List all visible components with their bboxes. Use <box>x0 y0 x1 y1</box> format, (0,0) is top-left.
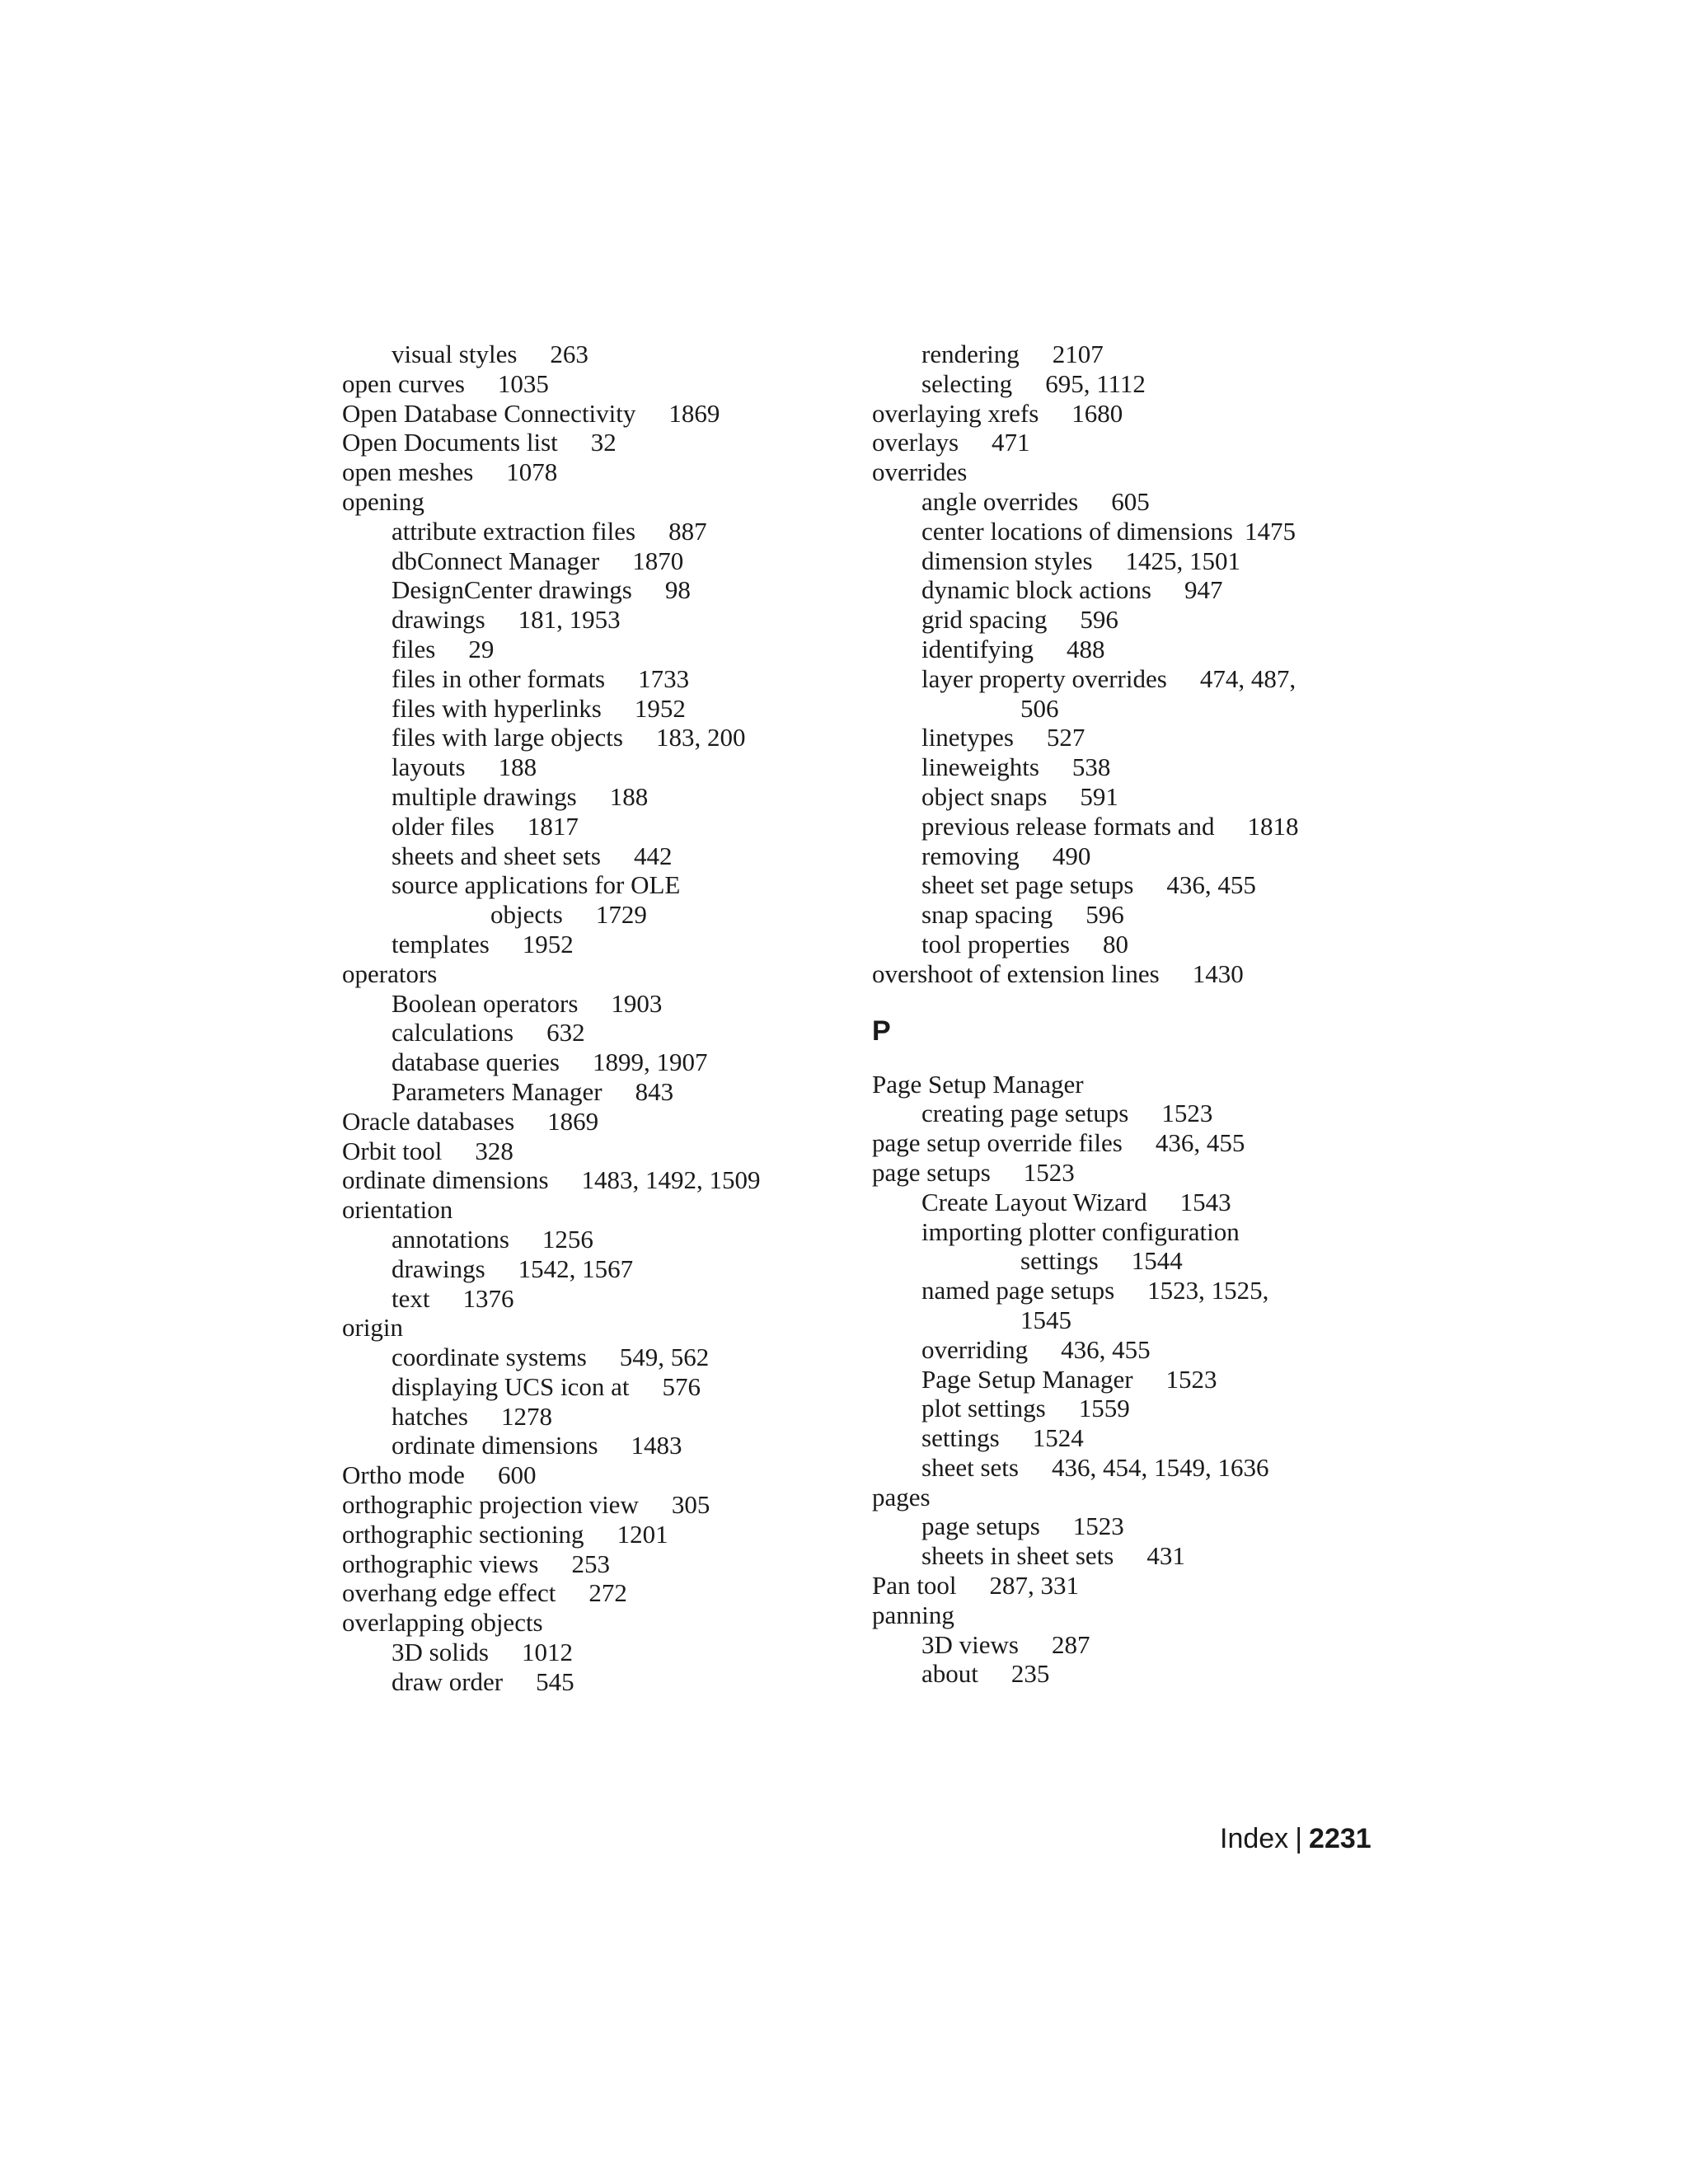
entry-page-numbers: 436, 455 <box>1166 870 1256 900</box>
entry-term: source applications for OLE <box>392 870 681 900</box>
index-entry <box>342 399 837 429</box>
entry-page-numbers: 1376 <box>462 1283 514 1313</box>
index-subentry <box>342 1431 837 1460</box>
entry-term: Page Setup Manager <box>921 1364 1133 1394</box>
entry-page-numbers: 1733 <box>638 663 690 693</box>
entry-page-numbers: 287, 331 <box>989 1571 1079 1601</box>
index-subentry <box>342 812 837 841</box>
entry-term: coordinate systems <box>392 1343 587 1372</box>
entry-page-numbers: 1523 <box>1072 1511 1124 1541</box>
entry-term: Open Database Connectivity <box>342 398 636 428</box>
entry-page-numbers: 695, 1112 <box>1045 368 1146 398</box>
entry-term: rendering <box>921 340 1020 368</box>
index-subentry <box>872 605 1383 635</box>
entry-term: Ortho mode <box>342 1460 465 1490</box>
entry-page-numbers: 1903 <box>611 988 663 1018</box>
entry-page-numbers: 1012 <box>522 1638 573 1667</box>
index-subentry <box>342 1077 837 1107</box>
entry-page-numbers: 549, 562 <box>619 1343 710 1372</box>
entry-term: selecting <box>921 368 1013 398</box>
entry-page-numbers: 632 <box>546 1018 585 1047</box>
entry-page-numbers: 474, 487, <box>1199 663 1296 693</box>
entry-page-numbers: 1559 <box>1078 1394 1130 1423</box>
entry-term: open curves <box>342 368 465 398</box>
index-group-p <box>872 1070 1383 1690</box>
entry-page-numbers: 263 <box>550 340 588 368</box>
index-subentry <box>872 870 1383 900</box>
index-subentry <box>342 1284 837 1314</box>
entry-page-numbers: 1545 <box>1020 1305 1071 1334</box>
index-subentry <box>342 605 837 635</box>
index-subentry <box>872 517 1383 546</box>
index-subentry <box>342 1372 837 1402</box>
entry-page-numbers: 596 <box>1080 605 1118 635</box>
index-subentry <box>342 635 837 664</box>
entry-term: panning <box>872 1600 954 1629</box>
index-subentry <box>342 723 837 752</box>
entry-page-numbers: 576 <box>662 1371 701 1401</box>
index-subentry <box>342 1047 837 1077</box>
index-column-left <box>342 340 837 1697</box>
entry-term: dbConnect Manager <box>392 546 600 575</box>
index-subentry <box>872 1217 1383 1247</box>
entry-page-numbers: 29 <box>468 634 495 663</box>
entry-term: snap spacing <box>921 900 1053 930</box>
index-entry <box>342 487 837 517</box>
index-subentry <box>342 340 837 369</box>
entry-term: text <box>392 1283 430 1313</box>
footer-label: Index <box>1220 1823 1289 1854</box>
entry-page-numbers: 436, 455 <box>1155 1128 1245 1158</box>
index-entry <box>872 1158 1383 1188</box>
entry-term: files <box>392 634 436 663</box>
entry-term: page setup override files <box>872 1128 1123 1158</box>
entry-term: layer property overrides <box>921 663 1167 693</box>
entry-term: layouts <box>392 752 466 782</box>
index-entry-continuation <box>872 1305 1383 1335</box>
entry-page-numbers: 1523 <box>1165 1364 1217 1394</box>
entry-term: annotations <box>392 1224 509 1254</box>
index-entry <box>872 959 1383 989</box>
index-entry <box>872 1571 1383 1601</box>
entry-page-numbers: 1543 <box>1179 1187 1231 1216</box>
entry-page-numbers: 843 <box>635 1076 674 1106</box>
entry-page-numbers: 80 <box>1102 929 1128 958</box>
page-number: 2231 <box>1309 1823 1372 1854</box>
entry-term: orthographic projection view <box>342 1490 639 1520</box>
entry-page-numbers: 1680 <box>1071 398 1123 428</box>
entry-term: plot settings <box>921 1394 1046 1423</box>
entry-page-numbers: 1278 <box>500 1401 552 1431</box>
index-entry <box>872 399 1383 429</box>
entry-page-numbers: 287 <box>1051 1629 1090 1659</box>
index-entry <box>342 369 837 399</box>
entry-term: Create Layout Wizard <box>921 1187 1147 1216</box>
entry-term: pages <box>872 1482 931 1511</box>
entry-term: attribute extraction files <box>392 516 636 546</box>
index-subentry <box>342 782 837 812</box>
entry-page-numbers: 488 <box>1067 634 1105 663</box>
entry-term: lineweights <box>921 752 1039 782</box>
entry-page-numbers: 490 <box>1052 841 1091 870</box>
entry-term: page setups <box>921 1511 1040 1541</box>
index-subentry <box>342 1343 837 1372</box>
entry-term: center locations of dimensions <box>921 516 1233 546</box>
index-entry <box>342 1313 837 1343</box>
entry-term: removing <box>921 841 1020 870</box>
index-subentry <box>872 1099 1383 1128</box>
entry-page-numbers: 436, 454, 1549, 1636 <box>1051 1452 1269 1482</box>
index-entry <box>872 428 1383 457</box>
entry-page-numbers: 471 <box>992 428 1030 457</box>
entry-term: overlaying xrefs <box>872 398 1039 428</box>
entry-term: open meshes <box>342 457 474 487</box>
index-subentry <box>872 782 1383 812</box>
entry-page-numbers: 545 <box>536 1666 574 1696</box>
index-entry <box>872 1601 1383 1630</box>
entry-page-numbers: 1524 <box>1032 1423 1084 1453</box>
index-subentry <box>872 664 1383 694</box>
entry-term: linetypes <box>921 723 1014 752</box>
entry-page-numbers: 1544 <box>1131 1246 1183 1276</box>
entry-page-numbers: 1475 <box>1244 516 1296 546</box>
section-heading-p: P <box>872 1015 891 1047</box>
entry-term: overlapping objects <box>342 1608 543 1638</box>
entry-page-numbers: 1818 <box>1247 811 1299 841</box>
index-subentry <box>872 812 1383 841</box>
entry-term: about <box>921 1659 978 1689</box>
entry-term: objects <box>490 900 563 930</box>
index-entry <box>342 1107 837 1137</box>
index-entry <box>342 1520 837 1549</box>
entry-page-numbers: 1869 <box>668 398 720 428</box>
entry-page-numbers: 1870 <box>632 546 684 575</box>
page-footer <box>1220 1823 1372 1855</box>
entry-term: 3D views <box>921 1629 1019 1659</box>
entry-page-numbers: 1817 <box>527 811 579 841</box>
entry-page-numbers: 1729 <box>595 900 647 930</box>
entry-term: files in other formats <box>392 663 606 693</box>
index-subentry <box>342 575 837 605</box>
index-subentry <box>872 575 1383 605</box>
entry-term: Orbit tool <box>342 1136 443 1165</box>
entry-term: creating page setups <box>921 1099 1129 1128</box>
entry-term: files with hyperlinks <box>392 693 602 723</box>
index-subentry <box>342 1402 837 1432</box>
index-subentry <box>872 635 1383 664</box>
entry-page-numbers: 183, 200 <box>655 723 746 752</box>
index-subentry <box>342 1018 837 1047</box>
entry-term: displaying UCS icon at <box>392 1371 630 1401</box>
index-entry <box>342 1490 837 1520</box>
entry-page-numbers: 1430 <box>1192 958 1244 988</box>
index-entry <box>342 1549 837 1579</box>
index-subentry <box>342 841 837 871</box>
entry-term: multiple drawings <box>392 781 577 811</box>
entry-term: overhang edge effect <box>342 1578 556 1608</box>
entry-term: orientation <box>342 1195 453 1225</box>
index-entry <box>342 457 837 487</box>
entry-term: sheet set page setups <box>921 870 1134 900</box>
entry-term: overrides <box>872 457 968 487</box>
index-subentry <box>342 546 837 576</box>
index-subentry <box>872 1630 1383 1660</box>
index-subentry <box>342 664 837 694</box>
index-subentry <box>342 517 837 546</box>
entry-page-numbers: 32 <box>590 428 617 457</box>
entry-term: dimension styles <box>921 546 1093 575</box>
entry-term: sheet sets <box>921 1452 1019 1482</box>
index-subentry <box>342 1638 837 1667</box>
entry-page-numbers: 1523 <box>1023 1157 1075 1187</box>
index-subentry <box>342 1225 837 1254</box>
index-subentry <box>872 1188 1383 1217</box>
entry-term: older files <box>392 811 495 841</box>
index-subentry <box>872 340 1383 369</box>
index-subentry <box>342 694 837 724</box>
entry-page-numbers: 1952 <box>634 693 686 723</box>
entry-term: Oracle databases <box>342 1106 515 1136</box>
entry-page-numbers: 431 <box>1146 1541 1185 1571</box>
entry-term: DesignCenter drawings <box>392 575 632 605</box>
index-subentry <box>872 1365 1383 1394</box>
index-subentry <box>872 1276 1383 1305</box>
entry-page-numbers: 1483, 1492, 1509 <box>581 1165 761 1195</box>
index-group-o-continued <box>872 340 1383 989</box>
entry-term: sheets in sheet sets <box>921 1541 1114 1571</box>
entry-page-numbers: 328 <box>475 1136 513 1165</box>
entry-term: settings <box>1020 1246 1099 1276</box>
entry-page-numbers: 1425, 1501 <box>1125 546 1241 575</box>
index-subentry <box>872 752 1383 782</box>
index-subentry <box>342 752 837 782</box>
index-entry-continuation <box>872 694 1383 724</box>
entry-term: drawings <box>392 1254 485 1283</box>
entry-term: database queries <box>392 1047 560 1077</box>
index-subentry <box>872 1423 1383 1453</box>
entry-page-numbers: 1483 <box>631 1431 682 1460</box>
entry-page-numbers: 506 <box>1020 693 1059 723</box>
entry-term: named page setups <box>921 1276 1115 1305</box>
entry-term: calculations <box>392 1018 514 1047</box>
index-subentry <box>342 1667 837 1697</box>
index-subentry <box>872 900 1383 930</box>
entry-term: 3D solids <box>392 1638 489 1667</box>
entry-page-numbers: 442 <box>633 841 673 870</box>
index-subentry <box>872 841 1383 871</box>
footer-separator: | <box>1295 1823 1303 1854</box>
entry-term: sheets and sheet sets <box>392 841 601 870</box>
index-entry <box>872 457 1383 487</box>
entry-term: templates <box>392 929 490 958</box>
entry-term: Pan tool <box>872 1571 957 1601</box>
entry-page-numbers: 181, 1953 <box>518 605 621 635</box>
entry-term: tool properties <box>921 929 1070 958</box>
index-subentry <box>872 723 1383 752</box>
entry-term: origin <box>342 1313 404 1343</box>
entry-page-numbers: 605 <box>1111 486 1150 516</box>
entry-term: object snaps <box>921 781 1048 811</box>
entry-term: overlays <box>872 428 959 457</box>
entry-term: angle overrides <box>921 486 1079 516</box>
index-entry-continuation <box>872 1246 1383 1276</box>
index-subentry <box>872 1511 1383 1541</box>
entry-page-numbers: 272 <box>588 1578 627 1608</box>
entry-term: importing plotter configuration <box>921 1216 1240 1246</box>
index-entry <box>342 1460 837 1490</box>
index-subentry <box>872 1335 1383 1365</box>
entry-page-numbers: 1523, 1525, <box>1147 1276 1269 1305</box>
entry-term: opening <box>342 486 424 516</box>
entry-page-numbers: 1899, 1907 <box>592 1047 708 1077</box>
entry-page-numbers: 947 <box>1184 575 1223 605</box>
entry-term: overshoot of extension lines <box>872 958 1160 988</box>
index-entry-continuation <box>342 900 837 930</box>
index-entry <box>342 1137 837 1166</box>
entry-term: previous release formats and <box>921 811 1215 841</box>
entry-page-numbers: 1542, 1567 <box>518 1254 634 1283</box>
entry-page-numbers: 98 <box>664 575 691 605</box>
entry-term: dynamic block actions <box>921 575 1151 605</box>
entry-term: orthographic views <box>342 1549 539 1578</box>
entry-page-numbers: 887 <box>668 516 707 546</box>
entry-term: drawings <box>392 605 485 635</box>
entry-term: ordinate dimensions <box>342 1165 549 1195</box>
entry-page-numbers: 305 <box>671 1490 710 1520</box>
index-entry <box>342 1578 837 1608</box>
index-subentry <box>872 369 1383 399</box>
entry-term: ordinate dimensions <box>392 1431 598 1460</box>
index-subentry <box>872 1541 1383 1571</box>
entry-term: operators <box>342 958 438 988</box>
entry-term: visual styles <box>392 340 518 368</box>
index-entry <box>342 1165 837 1195</box>
entry-term: overriding <box>921 1334 1029 1364</box>
entry-page-numbers: 1035 <box>497 368 549 398</box>
entry-page-numbers: 1952 <box>522 929 574 958</box>
index-entry <box>342 1608 837 1638</box>
entry-term: grid spacing <box>921 605 1048 635</box>
entry-page-numbers: 600 <box>497 1460 537 1490</box>
entry-page-numbers: 1078 <box>506 457 558 487</box>
entry-page-numbers: 2107 <box>1052 340 1104 368</box>
entry-page-numbers: 188 <box>498 752 537 782</box>
entry-term: files with large objects <box>392 723 623 752</box>
entry-page-numbers: 591 <box>1080 781 1118 811</box>
entry-term: Page Setup Manager <box>872 1069 1084 1099</box>
index-entry <box>872 1483 1383 1512</box>
index-subentry <box>872 1453 1383 1483</box>
index-subentry <box>342 870 837 900</box>
index-subentry <box>342 989 837 1019</box>
index-subentry <box>872 1659 1383 1689</box>
index-entry <box>872 1070 1383 1099</box>
entry-term: Open Documents list <box>342 428 558 457</box>
entry-term: Boolean operators <box>392 988 579 1018</box>
entry-term: page setups <box>872 1157 991 1187</box>
entry-term: Parameters Manager <box>392 1076 603 1106</box>
entry-page-numbers: 538 <box>1071 752 1111 782</box>
index-subentry <box>872 1394 1383 1423</box>
entry-page-numbers: 188 <box>609 781 649 811</box>
entry-page-numbers: 527 <box>1046 723 1085 752</box>
index-subentry <box>872 487 1383 517</box>
index-column-right <box>872 340 1383 1689</box>
entry-page-numbers: 235 <box>1010 1659 1050 1689</box>
index-subentry <box>342 930 837 959</box>
entry-term: identifying <box>921 634 1034 663</box>
entry-term: draw order <box>392 1666 504 1696</box>
entry-page-numbers: 1869 <box>547 1106 599 1136</box>
index-subentry <box>872 546 1383 576</box>
index-entry <box>342 1195 837 1225</box>
index-entry <box>342 959 837 989</box>
index-subentry <box>872 930 1383 959</box>
index-subentry <box>342 1254 837 1284</box>
entry-page-numbers: 1256 <box>542 1224 593 1254</box>
entry-page-numbers: 253 <box>571 1549 610 1578</box>
entry-term: settings <box>921 1423 1000 1453</box>
entry-page-numbers: 436, 455 <box>1061 1334 1151 1364</box>
entry-page-numbers: 1201 <box>617 1519 668 1549</box>
entry-page-numbers: 596 <box>1085 900 1124 930</box>
entry-term: orthographic sectioning <box>342 1519 584 1549</box>
index-entry <box>872 1128 1383 1158</box>
index-entry <box>342 428 837 457</box>
entry-term: hatches <box>392 1401 468 1431</box>
entry-page-numbers: 1523 <box>1161 1099 1213 1128</box>
